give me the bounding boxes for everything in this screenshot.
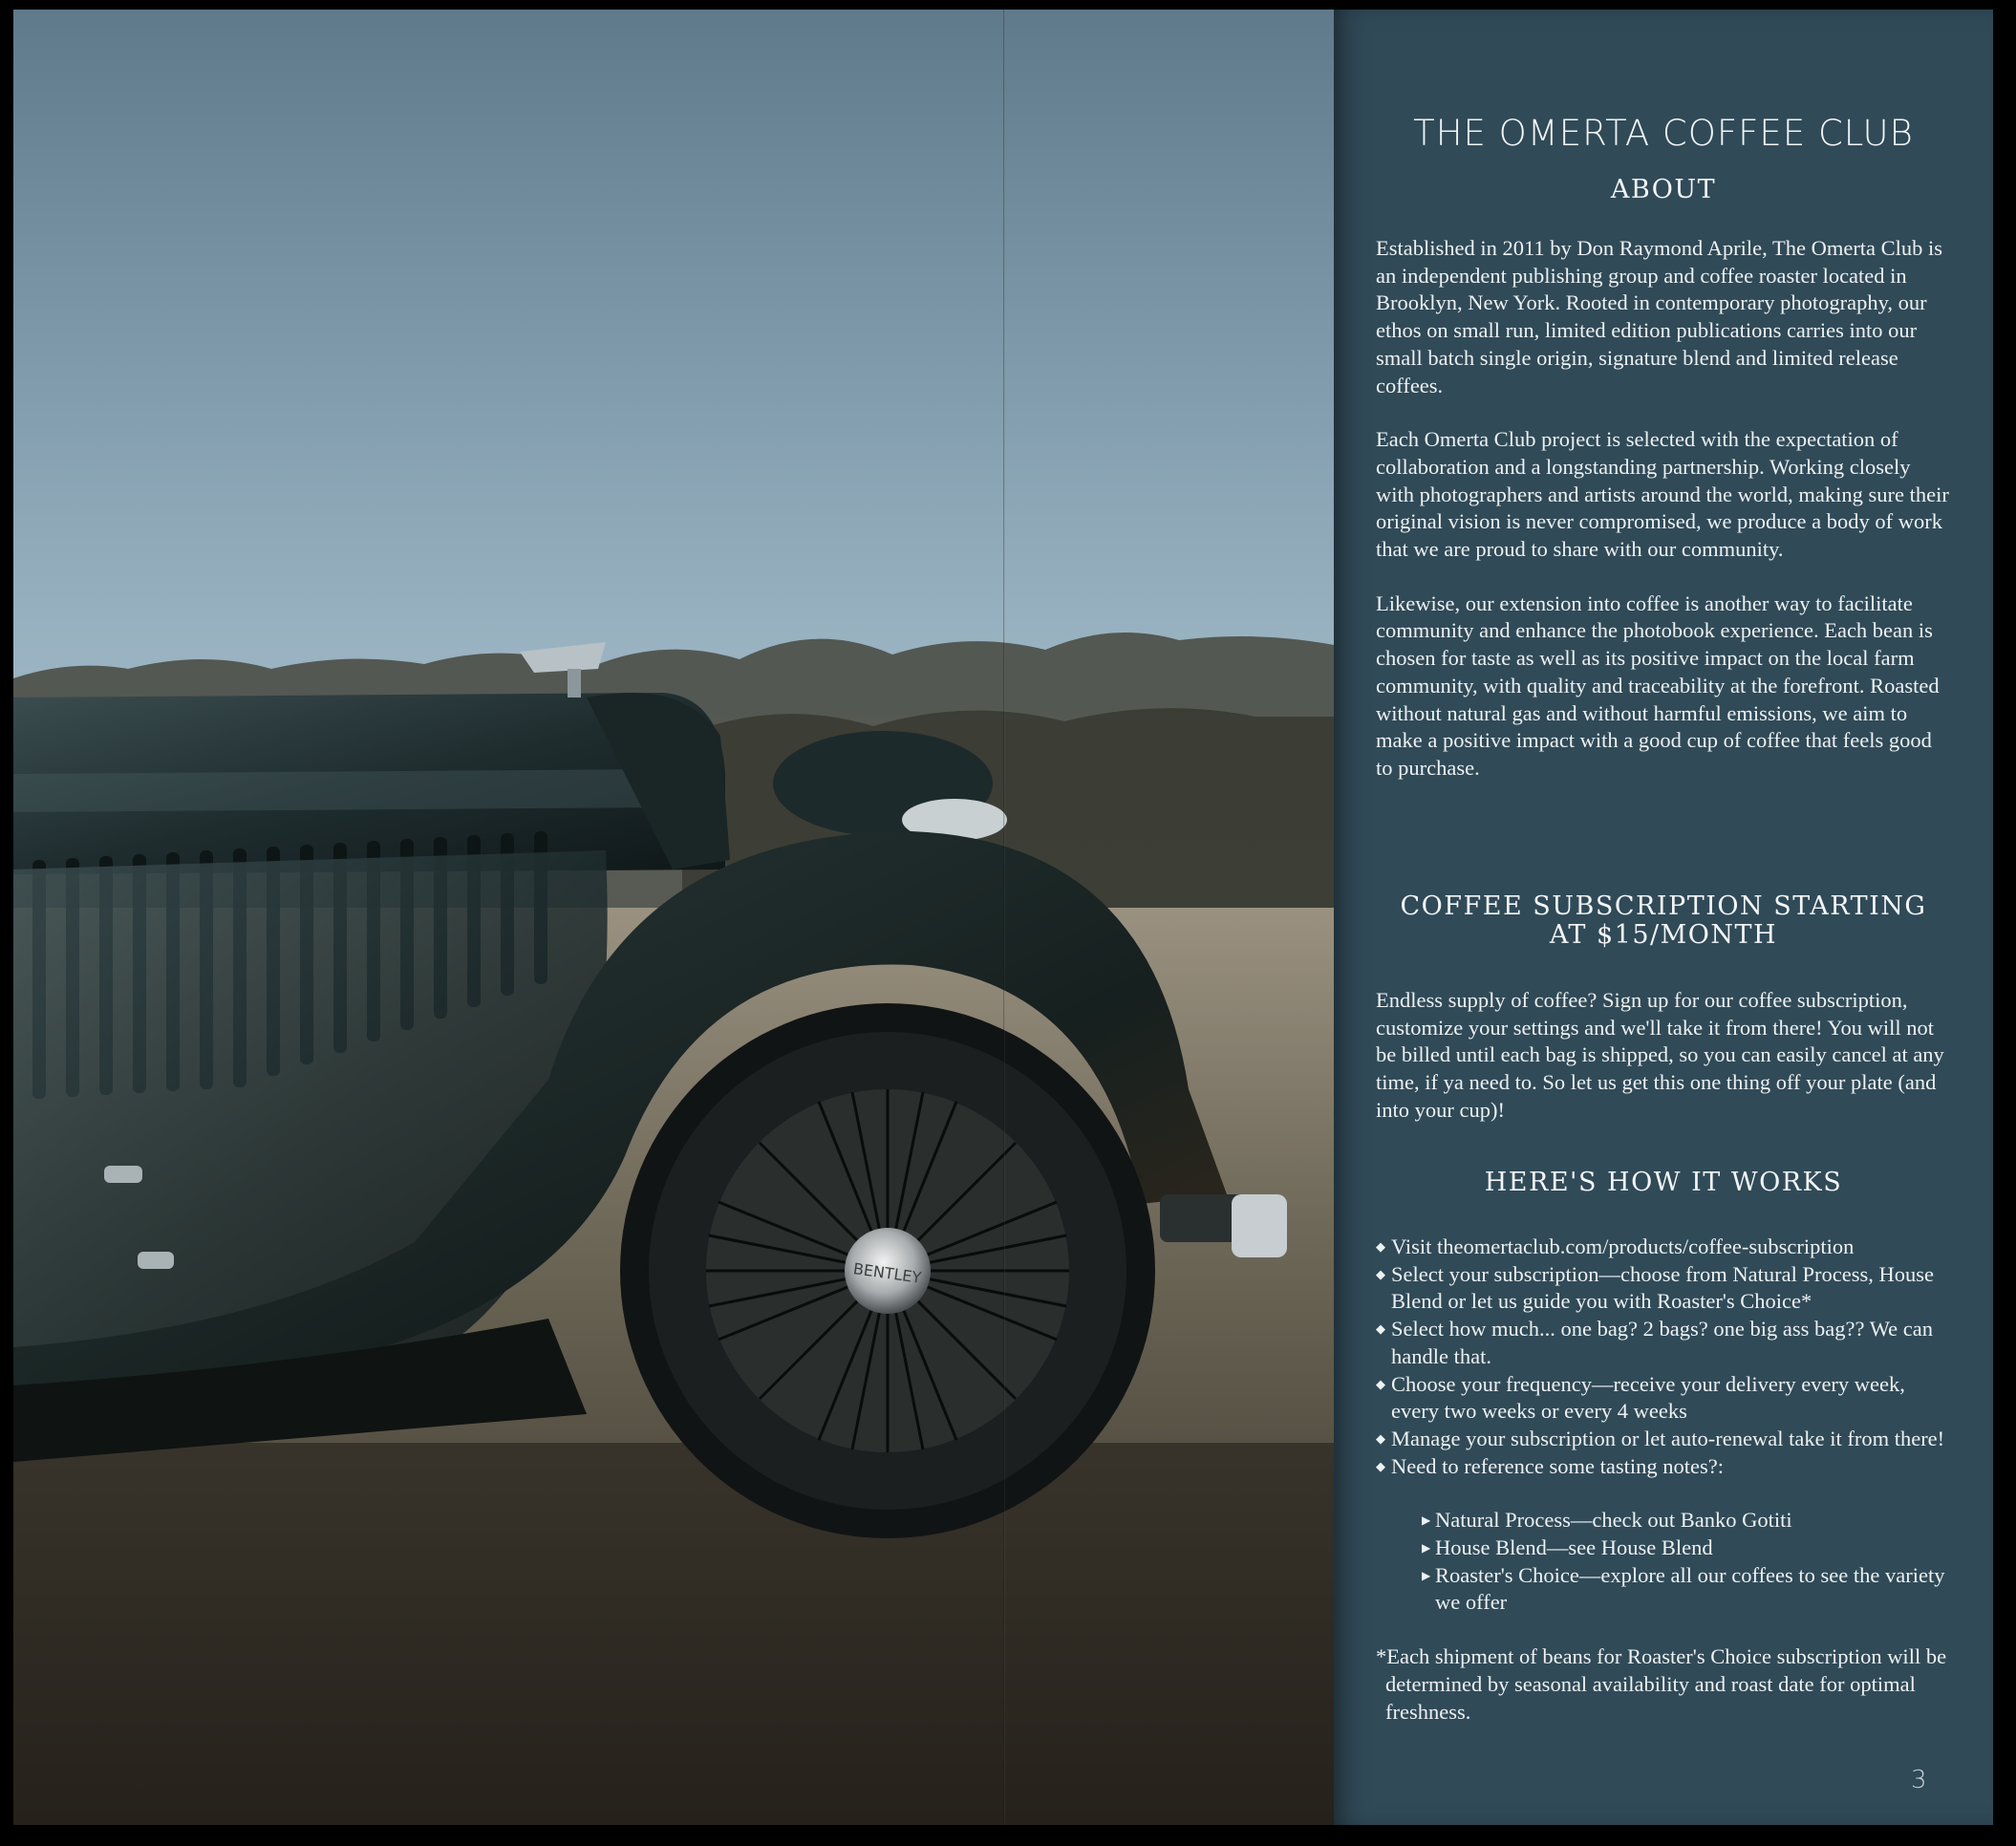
text-panel xyxy=(1334,10,1993,1825)
footnote: *Each shipment of beans for Roaster's Choice subscription will be determined by seasonal availability and roast date for optimal freshness. xyxy=(1376,1644,1947,1724)
tasting-note: ▶ Natural Process—check out Banko Gotiti xyxy=(1422,1507,1949,1535)
page-number: 3 xyxy=(1911,1766,1927,1794)
how-it-works-section xyxy=(1376,1234,1949,1726)
vintage-car-photo xyxy=(13,10,1334,1825)
how-step: ◆ Select your subscription—choose from Natural Process, House Blend or let us guide you with Roaster's Choice* xyxy=(1376,1261,1949,1316)
how-step: ◆ Select how much... one bag? 2 bags? one big ass bag?? We can handle that. xyxy=(1376,1316,1949,1370)
how-it-works-list xyxy=(1376,1234,1949,1480)
magazine-spread xyxy=(13,10,1993,1825)
subscription-heading xyxy=(1334,892,1993,950)
subscription-heading-line-2: AT $15/MONTH xyxy=(1549,920,1778,950)
about-paragraph-2: Each Omerta Club project is selected with the expectation of collaboration and a longstanding partnership. Working closely with photographers and artists around the world, making sure their original vision is never compromised, we produce a body of work that we are proud to share with our community. xyxy=(1376,427,1949,562)
how-step: ◆ Need to reference some tasting notes?: xyxy=(1376,1453,1949,1481)
subscription-text: Endless supply of coffee? Sign up for our coffee subscription, customize your settings and we'll take it from there! You will not be billed until each bag is shipped, so you can easily cancel at any time, if ya need to. So let us get this one thing off your plate (and into your cup)! xyxy=(1376,988,1944,1122)
about-heading: ABOUT xyxy=(1610,175,1717,204)
about-paragraph-1: Established in 2011 by Don Raymond Aprile, The Omerta Club is an independent publishing group and coffee roaster located in Brooklyn, New York. Rooted in contemporary photography, our ethos on small run, limited edition publications carries into our small batch single origin, signature blend and limited release coffees. xyxy=(1376,236,1943,397)
tasting-notes-list xyxy=(1376,1507,1949,1617)
tasting-note: ▶ Roaster's Choice—explore all our coffees to see the variety we offer xyxy=(1422,1562,1949,1617)
club-title: THE OMERTA COFFEE CLUB xyxy=(1413,113,1914,154)
how-it-works-heading: HERE'S HOW IT WORKS xyxy=(1484,1168,1843,1197)
how-step: ◆ Choose your frequency—receive your delivery every week, every two weeks or every 4 weeks xyxy=(1376,1371,1949,1426)
hubcap-text: BENTLEY xyxy=(851,1259,923,1287)
page-fold xyxy=(1003,10,1005,1825)
about-section xyxy=(1376,235,1949,783)
car-illustration xyxy=(13,10,1334,1825)
how-step: ◆ Manage your subscription or let auto-renewal take it from there! xyxy=(1376,1426,1949,1453)
how-step: ◆ Visit theomertaclub.com/products/coffee-subscription xyxy=(1376,1234,1949,1261)
about-paragraph-3: Likewise, our extension into coffee is another way to facilitate community and enhance the photobook experience. Each bean is chosen for taste as well as its positive impact on the local farm community, with quality and traceability at the forefront. Roasted without natural gas and without harmful emissions, we aim to make a positive impact with a good cup of coffee that feels good to purchase. xyxy=(1376,590,1940,780)
subscription-heading-line-1: COFFEE SUBSCRIPTION STARTING xyxy=(1400,891,1927,921)
tasting-note: ▶ House Blend—see House Blend xyxy=(1422,1535,1949,1562)
